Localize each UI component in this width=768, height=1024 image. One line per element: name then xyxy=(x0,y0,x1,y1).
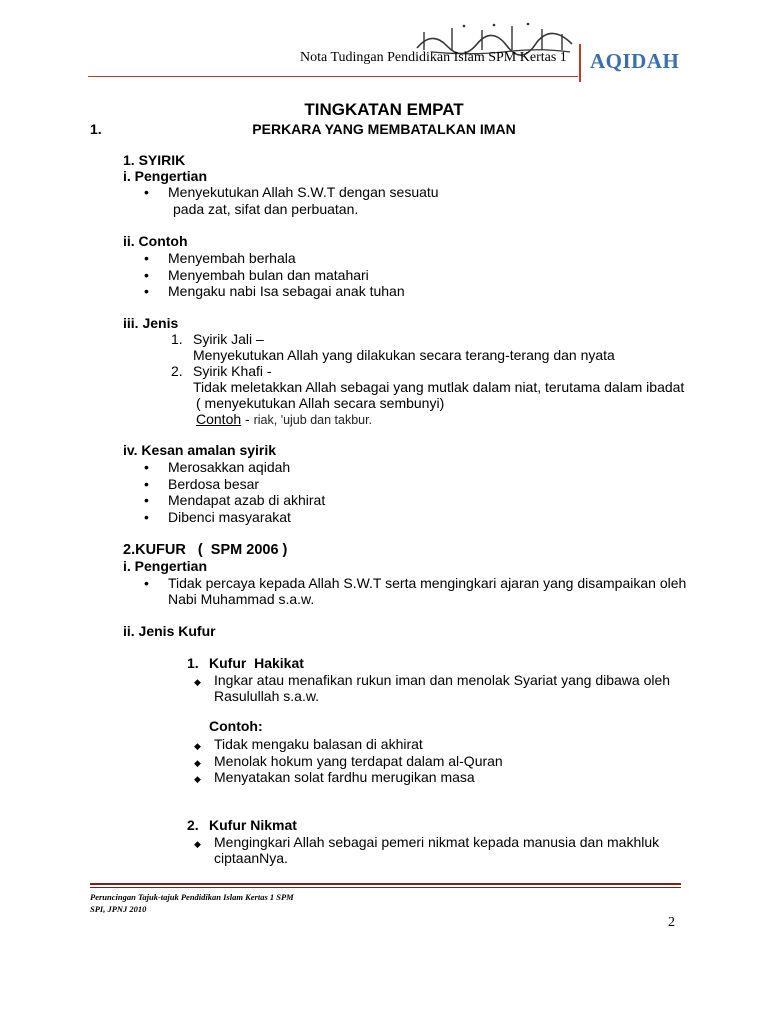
section-number: 1. xyxy=(90,121,102,137)
jenis-number: 1. xyxy=(171,331,183,347)
contoh-separator: - xyxy=(241,411,254,427)
list-item: ◆ Menyatakan solat fardhu merugikan masa xyxy=(214,769,475,786)
contoh-text: riak, 'ujub dan takbur. xyxy=(253,413,373,427)
kufur-nikmat-text-cont: ciptaanNya. xyxy=(214,850,288,866)
kufur-pengertian-heading: i. Pengertian xyxy=(123,558,208,574)
kufur-hakikat-text-cont: Rasulullah s.a.w. xyxy=(214,688,320,704)
kufur-pengertian-text: • Tidak percaya kepada Allah S.W.T serta mengingkari ajaran yang disampaikan oleh xyxy=(168,575,686,592)
list-item: • Menyembah bulan dan matahari xyxy=(168,267,369,284)
jenis-desc-cont: ( menyekutukan Allah secara sembunyi) xyxy=(196,395,445,411)
list-item: • Mengaku nabi Isa sebagai anak tuhan xyxy=(168,283,405,300)
footer-text: Peruncingan Tajuk-tajuk Pendidikan Islam Kertas 1 SPM xyxy=(90,892,294,902)
kufur-hakikat-title: Kufur Hakikat xyxy=(209,655,304,671)
list-item: ◆ Menolak hokum yang terdapat dalam al-Quran xyxy=(214,753,503,770)
kufur-nikmat-title: Kufur Nikmat xyxy=(209,817,297,833)
jenis-desc: Tidak meletakkan Allah sebagai yang mutlak dalam niat, terutama dalam ibadat xyxy=(193,379,685,395)
syirik-pengertian-text: • Menyekutukan Allah S.W.T dengan sesuatu xyxy=(168,184,439,201)
list-item: ◆ Tidak mengaku balasan di akhirat xyxy=(214,736,423,753)
syirik-pengertian-heading: i. Pengertian xyxy=(123,168,208,184)
jenis-number: 1. xyxy=(187,655,199,671)
kufur-jenis-heading: ii. Jenis Kufur xyxy=(123,623,216,639)
kufur-hakikat-text: ◆ Ingkar atau menafikan rukun iman dan menolak Syariat yang dibawa oleh xyxy=(214,672,670,689)
page-number: 2 xyxy=(668,915,675,930)
footer-rule-thin xyxy=(90,887,681,888)
syirik-contoh-heading: ii. Contoh xyxy=(123,233,188,249)
list-item: • Menyembah berhala xyxy=(168,250,296,267)
list-item: • Berdosa besar xyxy=(168,476,259,493)
jenis-number: 2. xyxy=(187,817,199,833)
section-title: PERKARA YANG MEMBATALKAN IMAN xyxy=(252,121,516,137)
jenis-title: Syirik Jali – xyxy=(193,331,264,347)
kufur-heading: 2.KUFUR ( SPM 2006 ) xyxy=(123,542,288,558)
kufur-pengertian-text-cont: Nabi Muhammad s.a.w. xyxy=(168,591,315,607)
syirik-heading: 1. SYIRIK xyxy=(123,152,186,168)
header-subtitle: Nota Tudingan Pendidikan Islam SPM Kertas 1 xyxy=(300,50,567,65)
footer-rule xyxy=(90,883,681,885)
list-item: • Mendapat azab di akhirat xyxy=(168,492,325,509)
list-item: • Merosakkan aqidah xyxy=(168,459,290,476)
syirik-pengertian-text-cont: pada zat, sifat dan perbuatan. xyxy=(173,201,359,217)
list-item: • Dibenci masyarakat xyxy=(168,509,291,526)
jenis-contoh xyxy=(196,411,372,429)
kufur-contoh-heading: Contoh: xyxy=(209,718,263,734)
header-underline xyxy=(88,76,578,77)
page-title: TINGKATAN EMPAT xyxy=(304,100,464,119)
syirik-jenis-heading: iii. Jenis xyxy=(123,315,179,331)
syirik-kesan-heading: iv. Kesan amalan syirik xyxy=(123,442,277,458)
jenis-title: Syirik Khafi - xyxy=(193,363,272,379)
kufur-nikmat-text: ◆ Mengingkari Allah sebagai pemeri nikmat kepada manusia dan makhluk xyxy=(214,834,659,851)
jenis-number: 2. xyxy=(171,363,183,379)
header-title: AQIDAH xyxy=(590,49,680,73)
footer-text-2: SPI, JPNJ 2010 xyxy=(90,904,147,914)
jenis-desc: Menyekutukan Allah yang dilakukan secara terang-terang dan nyata xyxy=(193,347,615,363)
header-divider xyxy=(579,44,581,82)
contoh-label: Contoh xyxy=(196,411,242,427)
